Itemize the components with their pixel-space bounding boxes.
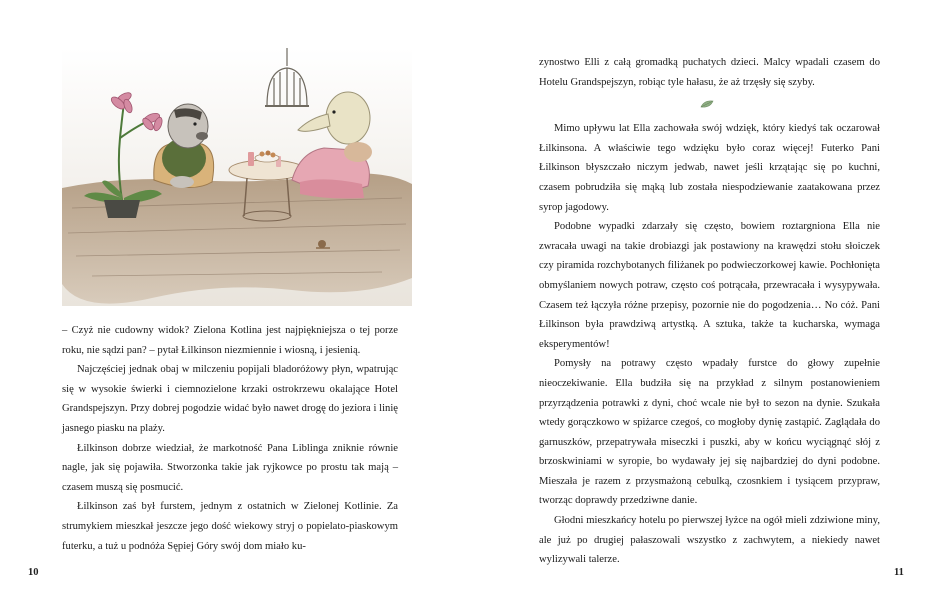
paragraph: Łilkinson zaś był furstem, jednym z ostatnich w Zielonej Kotlinie. Za strumykiem mieszkał jeszcze jego dość wiekowy stryj o popielato-piaskowym futerku, a tuż u podnóża Sępiej Góry swój dom miało ku-: [62, 501, 398, 552]
leaf-icon: [700, 99, 714, 109]
right-page-text: [539, 53, 880, 570]
page-number-left: 10: [28, 567, 39, 578]
paragraph: Pomysły na potrawy często wpadały furstce do głowy zupełnie nieoczekiwanie. Ella budziła się na przykład z silnym postanowieniem przyrządzenia potrawki z dyni, choć wcale nie był to sezon na dynie. Szukała wtedy gorączkowo w spiżarce czegoś, co mogłoby dynię zastąpić. Zaglądała do garnuszków, przepatrywała miseczki i puszki, aby w końcu wyciągnąć słój z brzoskwiniami w syropie, bo wydawały jej się najbardziej do dyni podobne. Mieszała je razem z przysmażoną cebulką, czosnkiem i tysiącem przypraw, tworząc doprawdy przedziwne danie.: [539, 358, 880, 507]
paragraph: Łilkinson dobrze wiedział, że markotność Pana Liblinga zniknie równie nagle, jak się pojawiła. Stworzonka takie jak ryjkowce po prostu tak mają – czasem muszą się posmucić.: [62, 442, 398, 493]
right-page: [468, 0, 935, 609]
paragraph: Podobne wypadki zdarzały się często, bowiem roztargniona Ella nie zwracała uwagi na takie drobiazgi jak postawiony na krawędzi stołu słoiczek czy piramida rozchybotanych filiżanek po podwieczorkowej kawie. Pochłonięta obmyślaniem nowych potraw, często coś potrącała, przewracała i wysypywała. Czasem też łączyła różne przepisy, pozornie nie do pogodzenia… No cóż. Pani Łilkinson była prawdziwą artystką. A sztuka, także ta kucharska, wymaga eksperymentów!: [539, 221, 880, 350]
paragraph: Najczęściej jednak obaj w milczeniu popijali bladoróżowy płyn, wpatrując się w wysokie świerki i ciemnozielone krzaki ostrokrzewu okalające Hotel Grandspejszyn. Przy dobrej pogodzie widać było nawet drogę do jeziora i linię jasnego piasku na plaży.: [62, 364, 398, 434]
page-number-right: 11: [894, 567, 904, 578]
left-page-text: [62, 321, 398, 556]
paragraph: – Czyż nie cudowny widok? Zielona Kotlina jest najpiękniejsza o tej porze roku, nie sądzi pan? – pytał Łilkinson niezmiennie i wiosną, i jesienią.: [62, 325, 398, 356]
tea-party-illustration: [62, 48, 412, 306]
paragraph: Głodni mieszkańcy hotelu po pierwszej łyżce na ogół mieli zdziwione miny, ale już po drugiej pałaszowali wszystko z zachwytem, a niekiedy nawet wylizywali talerze.: [539, 515, 880, 566]
left-page: [0, 0, 467, 609]
paragraph: Mimo upływu lat Ella zachowała swój wdzięk, który kiedyś tak oczarował Łilkinsona. A właściwie tego wdzięku było coraz więcej! Futerko Pani Łilkinson błyszczało niczym jedwab, nawet jeśli krzątając się po kuchni, czasem pobrudziła się mąką lub została niespodziewanie zaatakowana przez syrop jagodowy.: [539, 123, 880, 213]
paragraph-continued: zynostwo Elli z całą gromadką puchatych dzieci. Malcy wpadali czasem do Hotelu Grandspejszyn, robiąc tyle hałasu, że aż trzęsły się szyby.: [539, 57, 880, 88]
